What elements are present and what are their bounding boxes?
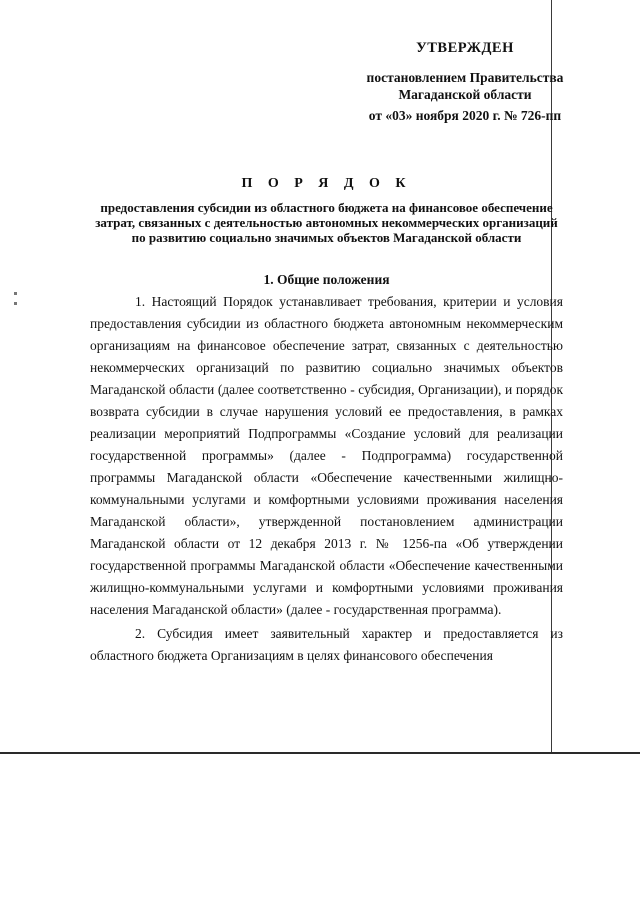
approval-title: УТВЕРЖДЕН <box>416 40 514 56</box>
page-bottom-border <box>0 752 640 754</box>
approval-date-number: от «03» ноября 2020 г. № 726-пп <box>368 108 562 123</box>
document-subtitle: предоставления субсидии из областного бюджета на финансовое обеспечение затрат, связанных с деятельностью автономных некоммерческих организаций по развитию социально значимых объектов Магаданской области <box>95 200 558 245</box>
document-title: П О Р Я Д О К <box>241 176 412 191</box>
document-body <box>90 291 563 667</box>
approval-line-2: Магаданской области <box>398 87 532 102</box>
paragraph-2: 2. Субсидия имеет заявительный характер и предоставляется из областного бюджета Организациям в целях финансового обеспечения <box>90 626 563 663</box>
section-heading: 1. Общие положения <box>263 272 390 287</box>
scan-speck <box>14 292 17 295</box>
approval-line-1: постановлением Правительства <box>366 70 564 85</box>
scan-speck <box>14 302 17 305</box>
paragraph-1: 1. Настоящий Порядок устанавливает требования, критерии и условия предоставления субсидии из областного бюджета автономным некоммерческим организациям на финансовое обеспечение затрат, связанных с деятельностью некоммерческих организаций по развитию социально значимых объектов Магаданской области (далее соответственно - субсидия, Организации), и порядок возврата субсидии в случае нарушения условий ее предоставления, в рамках реализации мероприятий Подпрограммы «Создание условий для реализации государственной программы» (далее - Подпрограмма) государственной программы Магаданской области «Обеспечение качественными жилищно-коммунальными услугами и комфортными условиями проживания населения Магаданской области», утвержденной постановлением администрации Магаданской области от 12 декабря 2013 г. № 1256-па «Об утверждении государственной программы Магаданской области «Обеспечение качественными жилищно-коммунальными услугами и комфортными условиями проживания населения Магаданской области» (далее - государственная программа). <box>90 294 563 617</box>
